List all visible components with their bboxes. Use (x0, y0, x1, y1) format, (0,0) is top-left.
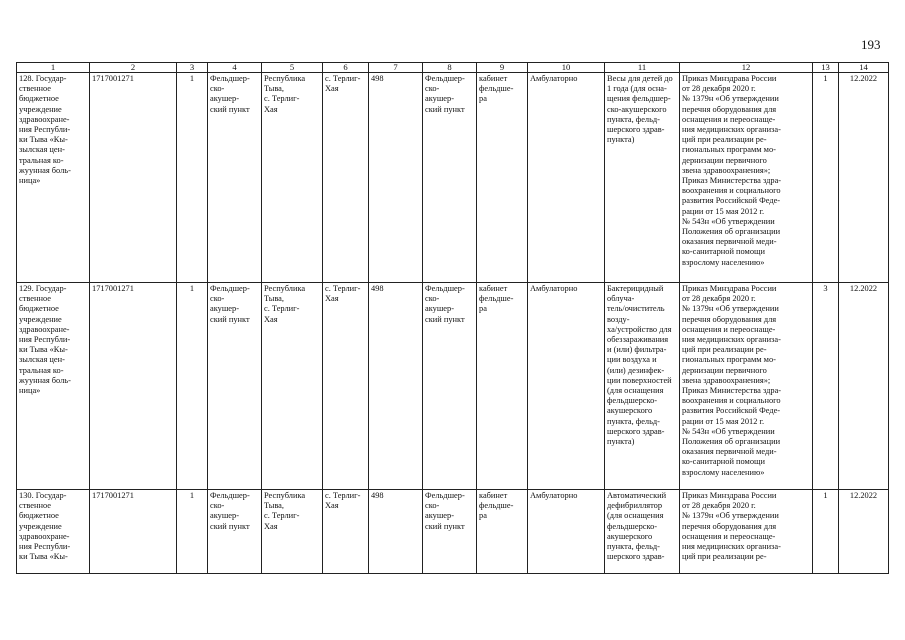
regulation-cell: Приказ Минздрава России от 28 декабря 2020 г. № 1379н «Об утверждении перечня оборудования для оснащения и переоснаще- ния медицинских организа- ций при реализации ре- (680, 490, 813, 574)
inn-cell: 1717001271 (90, 73, 177, 283)
organization-cell: 128. Государ- ственное бюджетное учреждение здравоохране- ния Республи- ки Тыва «Кы- зылская цен- тральная ко- жуунная боль- ница» (17, 73, 90, 283)
settlement-cell: с. Терлиг- Хая (323, 73, 369, 283)
table-row (17, 283, 889, 490)
column-number: 8 (423, 63, 477, 73)
column-number: 13 (813, 63, 839, 73)
organization-cell: 129. Государ- ственное бюджетное учреждение здравоохране- ния Республи- ки Тыва «Кы- зылская цен- тральная ко- жуунная боль- ница» (17, 283, 90, 490)
facility-type-cell: Фельдшер- ско- акушер- ский пункт (208, 490, 262, 574)
quantity-cell: 1 (813, 73, 839, 283)
unit-cell: Фельдшер- ско- акушер- ский пункт (423, 490, 477, 574)
organization-cell: 130. Государ- ственное бюджетное учреждение здравоохране- ния Республи- ки Тыва «Кы- (17, 490, 90, 574)
column-number: 9 (477, 63, 528, 73)
population-cell: 498 (369, 283, 423, 490)
count-cell: 1 (177, 73, 208, 283)
column-number: 4 (208, 63, 262, 73)
address-cell: Республика Тыва, с. Терлиг- Хая (262, 283, 323, 490)
quantity-cell: 1 (813, 490, 839, 574)
table-row (17, 490, 889, 574)
column-number: 3 (177, 63, 208, 73)
equipment-table (16, 62, 889, 574)
unit-cell: Фельдшер- ско- акушер- ский пункт (423, 73, 477, 283)
count-cell: 1 (177, 490, 208, 574)
date-cell: 12.2022 (839, 490, 889, 574)
column-number: 12 (680, 63, 813, 73)
care-form-cell: Амбулаторно (528, 490, 605, 574)
care-form-cell: Амбулаторно (528, 73, 605, 283)
equipment-cell: Весы для детей до 1 года (для осна- щения фельдшер- ско-акушерского пункта, фельд- шерского здрав- пункта) (605, 73, 680, 283)
settlement-cell: с. Терлиг- Хая (323, 283, 369, 490)
inn-cell: 1717001271 (90, 283, 177, 490)
facility-type-cell: Фельдшер- ско- акушер- ский пункт (208, 73, 262, 283)
equipment-cell: Бактерицидный облуча- тель/очиститель возду- ха/устройство для обеззараживания и (или) фильтра- ции воздуха и (или) дезинфек- ции поверхностей (для оснащения фельдшерско- акушерского пункта, фельд- шерского здрав- пункта) (605, 283, 680, 490)
date-cell: 12.2022 (839, 73, 889, 283)
inn-cell: 1717001271 (90, 490, 177, 574)
address-cell: Республика Тыва, с. Терлиг- Хая (262, 73, 323, 283)
column-number: 10 (528, 63, 605, 73)
quantity-cell: 3 (813, 283, 839, 490)
population-cell: 498 (369, 490, 423, 574)
column-number: 7 (369, 63, 423, 73)
unit-cell: Фельдшер- ско- акушер- ский пункт (423, 283, 477, 490)
regulation-cell: Приказ Минздрава России от 28 декабря 2020 г. № 1379н «Об утверждении перечня оборудования для оснащения и переоснаще- ния медицинских организа- ций при реализации ре- гиональных программ мо- дернизации первичного звена здравоохранения»; Приказ Министерства здра- воохранения и социального развития Российской Феде- рации от 15 мая 2012 г. № 543н «Об утверждении Положения об организации оказания первичной меди- ко-санитарной помощи взрослому населению» (680, 73, 813, 283)
care-form-cell: Амбулаторно (528, 283, 605, 490)
column-number: 6 (323, 63, 369, 73)
column-number: 5 (262, 63, 323, 73)
column-number: 14 (839, 63, 889, 73)
header-row (17, 63, 889, 73)
population-cell: 498 (369, 73, 423, 283)
settlement-cell: с. Терлиг- Хая (323, 490, 369, 574)
address-cell: Республика Тыва, с. Терлиг- Хая (262, 490, 323, 574)
count-cell: 1 (177, 283, 208, 490)
date-cell: 12.2022 (839, 283, 889, 490)
facility-type-cell: Фельдшер- ско- акушер- ский пункт (208, 283, 262, 490)
room-cell: кабинет фельдше- ра (477, 490, 528, 574)
column-number: 2 (90, 63, 177, 73)
regulation-cell: Приказ Минздрава России от 28 декабря 2020 г. № 1379н «Об утверждении перечня оборудования для оснащения и переоснаще- ния медицинских организа- ций при реализации ре- гиональных программ мо- дернизации первичного звена здравоохранения»; Приказ Министерства здра- воохранения и социального развития Российской Феде- рации от 15 мая 2012 г. № 543н «Об утверждении Положения об организации оказания первичной меди- ко-санитарной помощи взрослому населению» (680, 283, 813, 490)
equipment-cell: Автоматический дефибриллятор (для оснащения фельдшерско- акушерского пункта, фельд- шерского здрав- (605, 490, 680, 574)
room-cell: кабинет фельдше- ра (477, 73, 528, 283)
column-number: 11 (605, 63, 680, 73)
page-number: 193 (861, 37, 881, 52)
room-cell: кабинет фельдше- ра (477, 283, 528, 490)
column-number: 1 (17, 63, 90, 73)
table-row (17, 73, 889, 283)
